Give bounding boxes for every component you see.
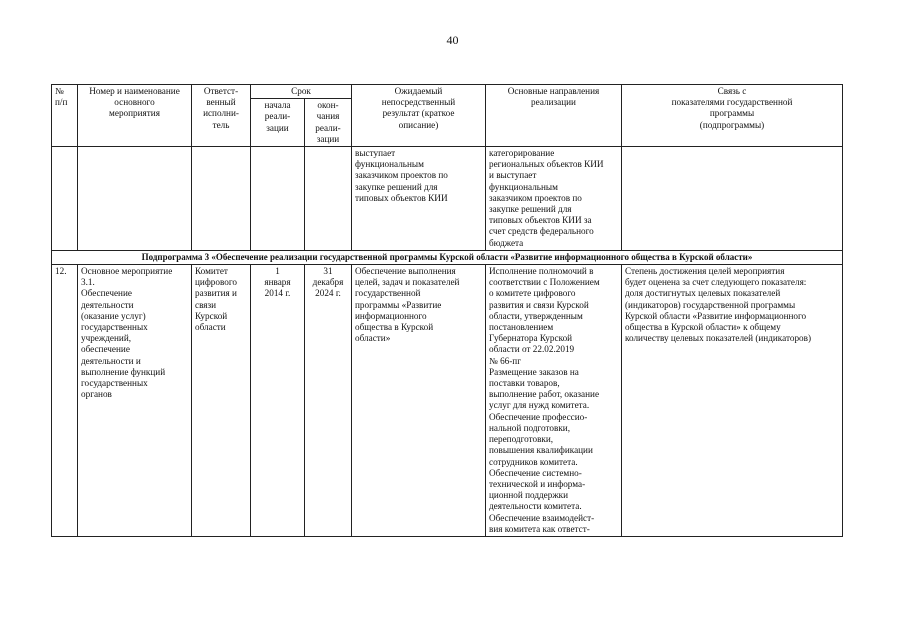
cell-num: 12. (52, 265, 78, 537)
page-number: 40 (446, 33, 459, 47)
table-row-12 (52, 265, 843, 537)
cell-start: 1 января 2014 г. (251, 265, 305, 537)
cell-name: Основное мероприятие 3.1. Обеспечение деятельности (оказание услуг) государственных учреждений, обеспечение деятельности и выполнение функций государственных органов (78, 265, 192, 537)
header-end: окон- чания реали- зации (305, 99, 352, 147)
cell-result: Обеспечение выполнения целей, задач и показателей государственной программы «Развитие информационного общества в Курской области» (352, 265, 486, 537)
header-row (52, 85, 843, 99)
header-name: Номер и наименование основного мероприятия (78, 85, 192, 147)
cell-directions: категорирование региональных объектов КИИ и выступает функциональным заказчиком проектов по закупке решений для типовых объектов КИИ за счет средств федерального бюджета (486, 147, 622, 251)
activities-table (51, 84, 843, 537)
header-term: Срок (251, 85, 352, 99)
cell-empty (622, 147, 843, 251)
header-result: Ожидаемый непосредственный результат (краткое описание) (352, 85, 486, 147)
header-responsible: Ответст- венный исполни- тель (192, 85, 251, 147)
header-link: Связь с показателями государственной программы (подпрограммы) (622, 85, 843, 147)
cell-empty (52, 147, 78, 251)
header-start: начала реали- зации (251, 99, 305, 147)
subprogram-title: Подпрограмма 3 «Обеспечение реализации государственной программы Курской области «Развитие информационного общества в Курской области» (52, 250, 843, 264)
table-row-continuation (52, 147, 843, 251)
subprogram-row (52, 250, 843, 264)
cell-directions: Исполнение полномочий в соответствии с Положением о комитете цифрового развития и связи Курской области, утвержденным постановлением Губернатора Курской области от 22.02.2019 № 66-пг Размещение заказов на поставки товаров, выполнение работ, оказание услуг для нужд комитета. Обеспечение профессио- нальной подготовки, переподготовки, повышения квалификации сотрудников комитета. Обеспечение системно- технической и информа- ционной поддержки деятельности комитета. Обеспечение взаимодейст- вия комитета как ответст- (486, 265, 622, 537)
cell-empty (78, 147, 192, 251)
cell-empty (251, 147, 305, 251)
cell-result: выступает функциональным заказчиком проектов по закупке решений для типовых объектов КИИ (352, 147, 486, 251)
cell-end: 31 декабря 2024 г. (305, 265, 352, 537)
header-directions: Основные направления реализации (486, 85, 622, 147)
cell-empty (192, 147, 251, 251)
cell-responsible: Комитет цифрового развития и связи Курской области (192, 265, 251, 537)
header-num: № п/п (52, 85, 78, 147)
cell-link: Степень достижения целей мероприятия будет оценена за счет следующего показателя: доля достигнутых целевых показателей (индикаторов) государственной программы Курской области «Развитие информационного общества в Курской области» к общему количеству целевых показателей (индикаторов) (622, 265, 843, 537)
cell-empty (305, 147, 352, 251)
